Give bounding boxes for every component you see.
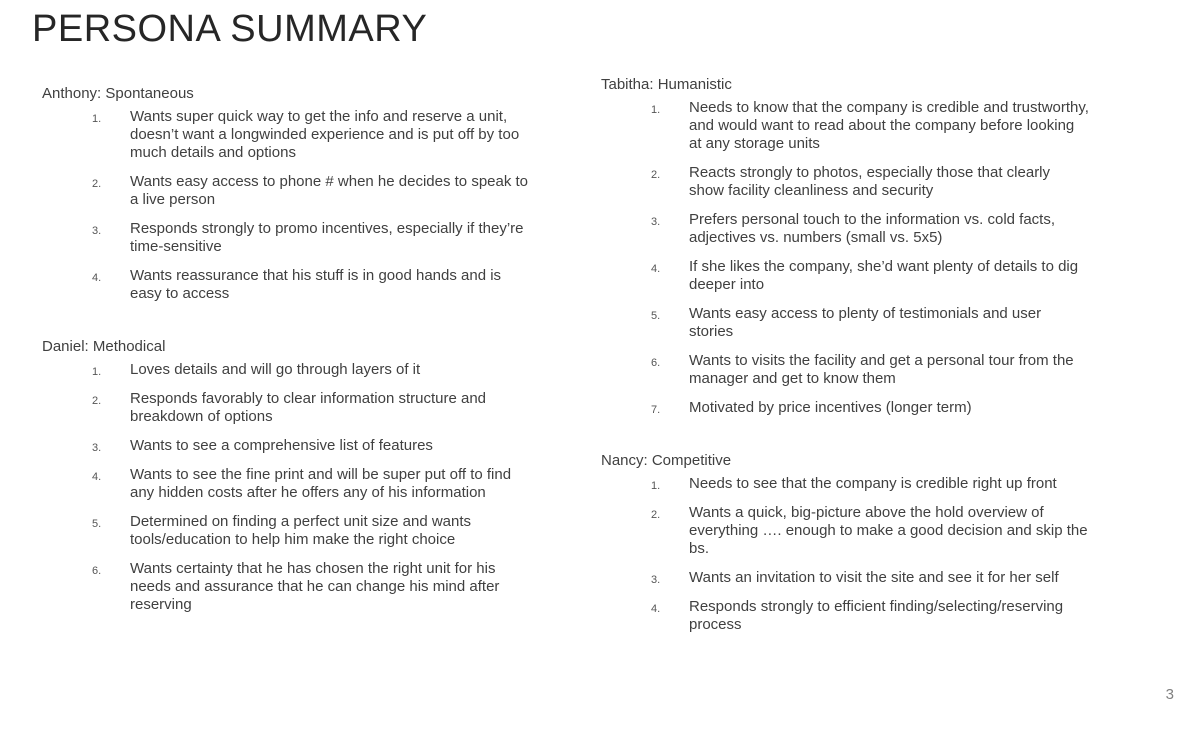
list-item: 2. Wants easy access to phone # when he decides to speak to a live person [92, 173, 529, 208]
list-item: 4. Wants to see the fine print and will be super put off to find any hidden costs after he offers any of his information [92, 466, 512, 501]
list-item: 1. Loves details and will go through layers of it [92, 361, 421, 378]
list-item: 5. Wants easy access to plenty of testimonials and user stories [651, 305, 1042, 340]
persona-heading: Anthony: Spontaneous [42, 85, 194, 102]
persona-nancy [601, 451, 1101, 634]
list-item: 1. Needs to see that the company is credible right up front [651, 475, 1057, 492]
list-item: 2. Wants a quick, big-picture above the hold overview of everything …. enough to make a good decision and skip the bs. [651, 504, 1088, 557]
list-item: 6. Wants certainty that he has chosen the right unit for his needs and assurance that he can change his mind after reserving [92, 560, 500, 613]
list-item: 2. Responds favorably to clear information structure and breakdown of options [92, 390, 487, 425]
list-item: 4. If she likes the company, she’d want plenty of details to dig deeper into [651, 258, 1079, 293]
list-item: 2. Reacts strongly to photos, especially those that clearly show facility cleanliness and security [651, 164, 1051, 199]
list-item: 7. Motivated by price incentives (longer term) [651, 399, 972, 416]
persona-tabitha [601, 75, 1101, 417]
page-number: 3 [1165, 686, 1174, 703]
list-item: 6. Wants to visits the facility and get a personal tour from the manager and get to know them [651, 352, 1074, 387]
list-item: 4. Responds strongly to efficient finding/selecting/reserving process [651, 598, 1064, 633]
persona-heading: Tabitha: Humanistic [601, 76, 732, 93]
persona-list [601, 99, 1101, 417]
persona-heading: Daniel: Methodical [42, 338, 166, 355]
left-column [42, 84, 542, 648]
persona-daniel [42, 337, 542, 614]
list-item: 5. Determined on finding a perfect unit size and wants tools/education to help him make the right choice [92, 513, 472, 548]
list-item: 3. Wants to see a comprehensive list of features [92, 437, 433, 454]
list-item: 4. Wants reassurance that his stuff is in good hands and is easy to access [92, 267, 502, 302]
persona-anthony [42, 84, 542, 303]
list-item: 1. Needs to know that the company is credible and trustworthy, and would want to read about the company before looking at any storage units [651, 99, 1089, 152]
list-item: 3. Prefers personal touch to the information vs. cold facts, adjectives vs. numbers (small vs. 5x5) [651, 211, 1056, 246]
persona-list [42, 361, 542, 614]
list-item: 3. Responds strongly to promo incentives, especially if they’re time-sensitive [92, 220, 524, 255]
list-item: 3. Wants an invitation to visit the site and see it for her self [651, 569, 1059, 586]
list-item: 1. Wants super quick way to get the info and reserve a unit, doesn’t want a longwinded experience and is put off by too much details and options [92, 108, 520, 161]
persona-list [601, 475, 1101, 634]
persona-heading: Nancy: Competitive [601, 452, 732, 469]
right-column [601, 75, 1101, 668]
persona-list [42, 108, 542, 303]
slide-title: PERSONA SUMMARY [32, 8, 428, 50]
